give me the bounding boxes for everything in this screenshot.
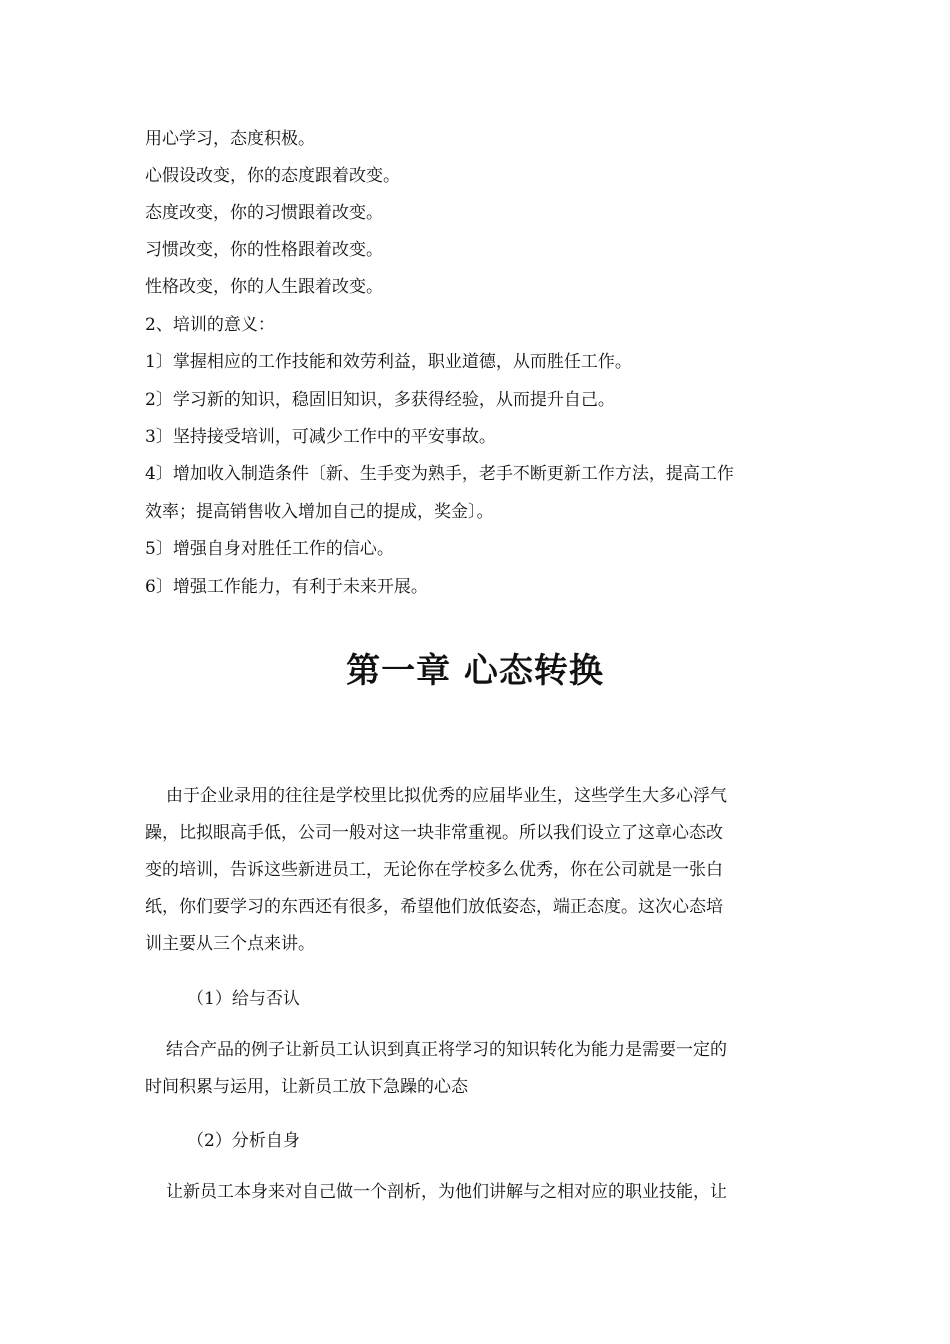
intro-line: 纸，你们要学习的东西还有很多，希望他们放低姿态，端正态度。这次心态培	[145, 897, 723, 917]
list-item: 6〕增强工作能力，有利于未来开展。	[145, 577, 428, 597]
chapter-title: 第一章 心态转换	[346, 651, 604, 691]
body-line: 性格改变，你的人生跟着改变。	[145, 277, 383, 297]
list-item: 1〕掌握相应的工作技能和效劳利益，职业道德，从而胜任工作。	[145, 352, 632, 372]
list-item: 4〕增加收入制造条件〔新、生手变为熟手，老手不断更新工作方法，提高工作	[145, 464, 734, 484]
point-body-line: 让新员工本身来对自己做一个剖析，为他们讲解与之相对应的职业技能，让	[166, 1182, 727, 1202]
point-title: （1）给与否认	[187, 989, 300, 1009]
list-item: 5〕增强自身对胜任工作的信心。	[145, 539, 394, 559]
point-body-line: 结合产品的例子让新员工认识到真正将学习的知识转化为能力是需要一定的	[166, 1040, 727, 1060]
section-heading: 2、培训的意义：	[145, 315, 275, 335]
intro-line: 躁，比拟眼高手低，公司一般对这一块非常重视。所以我们设立了这章心态改	[145, 823, 723, 843]
list-item: 2〕学习新的知识，稳固旧知识，多获得经验，从而提升自己。	[145, 390, 615, 410]
point-title: （2）分析自身	[187, 1131, 300, 1151]
intro-line: 变的培训，告诉这些新进员工，无论你在学校多么优秀，你在公司就是一张白	[145, 860, 723, 880]
intro-line: 由于企业录用的往往是学校里比拟优秀的应届毕业生，这些学生大多心浮气	[166, 786, 727, 806]
point-body-line: 时间积累与运用，让新员工放下急躁的心态	[145, 1077, 468, 1097]
body-line: 心假设改变，你的态度跟着改变。	[145, 166, 400, 186]
body-line: 习惯改变，你的性格跟着改变。	[145, 240, 383, 260]
list-item-continuation: 效率；提高销售收入增加自己的提成，奖金〕。	[145, 502, 494, 522]
intro-line: 训主要从三个点来讲。	[145, 934, 315, 954]
body-line: 态度改变，你的习惯跟着改变。	[145, 203, 383, 223]
body-line: 用心学习，态度积极。	[145, 129, 315, 149]
list-item: 3〕坚持接受培训，可减少工作中的平安事故。	[145, 427, 496, 447]
